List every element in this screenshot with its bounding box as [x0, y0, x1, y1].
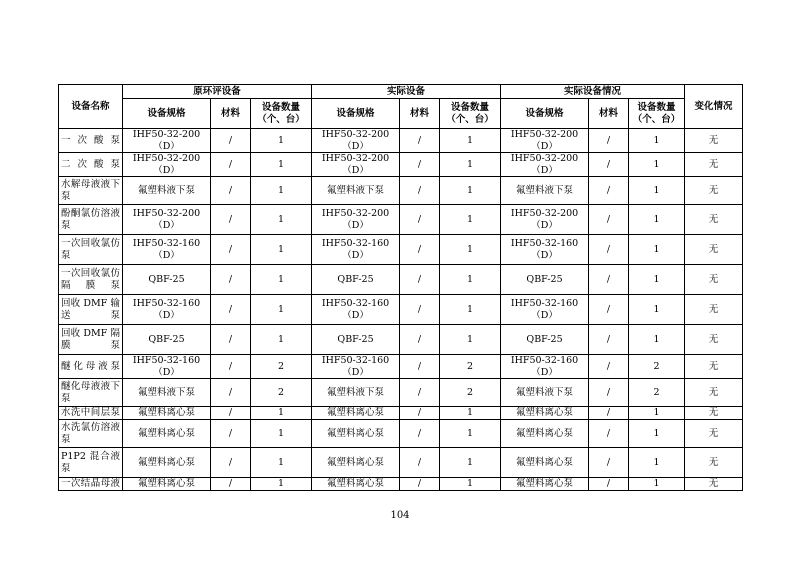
spec-cell: 氟塑料离心泵 — [501, 407, 589, 420]
spec-cell: 氟塑料离心泵 — [501, 478, 589, 491]
device-name-cell: 醚化母液液下泵 — [59, 379, 123, 407]
material-cell: / — [589, 265, 629, 295]
material-cell: / — [589, 379, 629, 407]
table-row — [59, 407, 743, 420]
device-name-cell: 水解母液液下泵 — [59, 177, 123, 205]
quantity-cell: 1 — [440, 295, 501, 325]
spec-cell: IHF50-32-160（D） — [312, 355, 400, 379]
device-name-cell: 一次回收氯仿泵 — [59, 235, 123, 265]
quantity-cell: 1 — [251, 478, 312, 491]
material-cell: / — [589, 153, 629, 177]
quantity-cell: 1 — [440, 235, 501, 265]
page-number: 104 — [390, 510, 410, 521]
material-cell: / — [211, 205, 251, 235]
change-cell: 无 — [685, 478, 743, 491]
quantity-cell: 1 — [629, 295, 685, 325]
device-name-cell: 一次回收氯仿隔膜泵 — [59, 265, 123, 295]
quantity-cell: 1 — [629, 153, 685, 177]
header-device-name: 设备名称 — [59, 85, 123, 129]
material-cell: / — [589, 205, 629, 235]
spec-cell: QBF-25 — [501, 325, 589, 355]
material-cell: / — [211, 235, 251, 265]
spec-cell: 氟塑料液下泵 — [501, 177, 589, 205]
table-row — [59, 448, 743, 478]
quantity-cell: 1 — [251, 153, 312, 177]
material-cell: / — [589, 355, 629, 379]
change-cell: 无 — [685, 448, 743, 478]
spec-cell: IHF50-32-160（D） — [123, 235, 211, 265]
change-cell: 无 — [685, 129, 743, 153]
spec-cell: QBF-25 — [123, 325, 211, 355]
table-row — [59, 295, 743, 325]
spec-cell: 氟塑料离心泵 — [501, 448, 589, 478]
spec-cell: IHF50-32-200（D） — [501, 205, 589, 235]
change-cell: 无 — [685, 407, 743, 420]
header-quantity: 设备数量（个、台） — [251, 99, 312, 129]
table-body — [59, 129, 743, 491]
material-cell: / — [589, 177, 629, 205]
table-row — [59, 129, 743, 153]
quantity-cell: 1 — [440, 153, 501, 177]
spec-cell: 氟塑料液下泵 — [123, 379, 211, 407]
material-cell: / — [400, 153, 440, 177]
material-cell: / — [400, 325, 440, 355]
quantity-cell: 1 — [629, 177, 685, 205]
spec-cell: QBF-25 — [501, 265, 589, 295]
material-cell: / — [589, 420, 629, 448]
quantity-cell: 2 — [251, 355, 312, 379]
quantity-cell: 2 — [629, 355, 685, 379]
device-name-cell: P1P2 混合液泵 — [59, 448, 123, 478]
device-name-cell: 醚化母液泵 — [59, 355, 123, 379]
quantity-cell: 1 — [440, 420, 501, 448]
change-cell: 无 — [685, 379, 743, 407]
material-cell: / — [211, 379, 251, 407]
quantity-cell: 1 — [440, 177, 501, 205]
quantity-cell: 1 — [251, 205, 312, 235]
header-group-actual: 实际设备 — [312, 85, 501, 99]
header-spec: 设备规格 — [123, 99, 211, 129]
material-cell: / — [400, 235, 440, 265]
spec-cell: 氟塑料离心泵 — [501, 420, 589, 448]
header-material: 材料 — [400, 99, 440, 129]
change-cell: 无 — [685, 355, 743, 379]
table-row — [59, 325, 743, 355]
material-cell: / — [211, 355, 251, 379]
spec-cell: IHF50-32-160（D） — [123, 295, 211, 325]
material-cell: / — [400, 265, 440, 295]
quantity-cell: 1 — [251, 407, 312, 420]
change-cell: 无 — [685, 153, 743, 177]
quantity-cell: 1 — [440, 325, 501, 355]
quantity-cell: 2 — [440, 379, 501, 407]
quantity-cell: 1 — [440, 129, 501, 153]
spec-cell: QBF-25 — [312, 325, 400, 355]
device-name-cell: 水洗氯仿溶液泵 — [59, 420, 123, 448]
spec-cell: 氟塑料液下泵 — [312, 177, 400, 205]
spec-cell: QBF-25 — [312, 265, 400, 295]
header-material: 材料 — [589, 99, 629, 129]
spec-cell: 氟塑料离心泵 — [312, 448, 400, 478]
spec-cell: QBF-25 — [123, 265, 211, 295]
table-row — [59, 265, 743, 295]
material-cell: / — [589, 325, 629, 355]
material-cell: / — [400, 355, 440, 379]
spec-cell: 氟塑料离心泵 — [123, 407, 211, 420]
quantity-cell: 2 — [629, 379, 685, 407]
spec-cell: IHF50-32-200（D） — [123, 153, 211, 177]
material-cell: / — [211, 177, 251, 205]
material-cell: / — [400, 205, 440, 235]
quantity-cell: 1 — [251, 235, 312, 265]
spec-cell: IHF50-32-200（D） — [312, 205, 400, 235]
table-header-sub-row — [59, 99, 743, 129]
spec-cell: IHF50-32-200（D） — [123, 205, 211, 235]
spec-cell: 氟塑料液下泵 — [501, 379, 589, 407]
spec-cell: 氟塑料离心泵 — [312, 478, 400, 491]
quantity-cell: 1 — [629, 448, 685, 478]
quantity-cell: 1 — [251, 265, 312, 295]
spec-cell: 氟塑料离心泵 — [123, 420, 211, 448]
material-cell: / — [211, 295, 251, 325]
quantity-cell: 1 — [440, 407, 501, 420]
material-cell: / — [589, 448, 629, 478]
spec-cell: 氟塑料离心泵 — [312, 420, 400, 448]
quantity-cell: 1 — [629, 325, 685, 355]
quantity-cell: 2 — [251, 379, 312, 407]
quantity-cell: 1 — [251, 177, 312, 205]
device-name-cell: 二次酸泵 — [59, 153, 123, 177]
change-cell: 无 — [685, 235, 743, 265]
spec-cell: 氟塑料液下泵 — [123, 177, 211, 205]
spec-cell: IHF50-32-200（D） — [501, 153, 589, 177]
quantity-cell: 1 — [629, 205, 685, 235]
quantity-cell: 1 — [440, 205, 501, 235]
quantity-cell: 2 — [440, 355, 501, 379]
table-row — [59, 355, 743, 379]
quantity-cell: 1 — [440, 265, 501, 295]
spec-cell: IHF50-32-200（D） — [123, 129, 211, 153]
material-cell: / — [400, 295, 440, 325]
header-spec: 设备规格 — [312, 99, 400, 129]
table-row — [59, 153, 743, 177]
header-quantity: 设备数量（个、台） — [629, 99, 685, 129]
header-spec: 设备规格 — [501, 99, 589, 129]
quantity-cell: 1 — [629, 478, 685, 491]
spec-cell: IHF50-32-160（D） — [501, 355, 589, 379]
table-header-group-row — [59, 85, 743, 99]
header-material: 材料 — [211, 99, 251, 129]
material-cell: / — [211, 265, 251, 295]
quantity-cell: 1 — [251, 325, 312, 355]
spec-cell: 氟塑料离心泵 — [123, 478, 211, 491]
material-cell: / — [211, 129, 251, 153]
table-row — [59, 420, 743, 448]
spec-cell: IHF50-32-160（D） — [123, 355, 211, 379]
table-row — [59, 235, 743, 265]
material-cell: / — [400, 177, 440, 205]
material-cell: / — [589, 235, 629, 265]
spec-cell: IHF50-32-160（D） — [501, 295, 589, 325]
material-cell: / — [211, 153, 251, 177]
spec-cell: IHF50-32-200（D） — [501, 129, 589, 153]
material-cell: / — [211, 407, 251, 420]
change-cell: 无 — [685, 205, 743, 235]
material-cell: / — [589, 478, 629, 491]
table-row — [59, 177, 743, 205]
device-name-cell: 回收 DMF 输送泵 — [59, 295, 123, 325]
change-cell: 无 — [685, 325, 743, 355]
quantity-cell: 1 — [251, 129, 312, 153]
device-name-cell: 一次酸泵 — [59, 129, 123, 153]
header-group-actual-status: 实际设备情况 — [501, 85, 685, 99]
material-cell: / — [400, 478, 440, 491]
quantity-cell: 1 — [251, 448, 312, 478]
table-row — [59, 205, 743, 235]
header-group-original: 原环评设备 — [123, 85, 312, 99]
change-cell: 无 — [685, 265, 743, 295]
spec-cell: IHF50-32-160（D） — [501, 235, 589, 265]
table-row — [59, 478, 743, 491]
device-name-cell: 回收 DMF 隔膜泵 — [59, 325, 123, 355]
change-cell: 无 — [685, 295, 743, 325]
header-change: 变化情况 — [685, 85, 743, 129]
material-cell: / — [589, 407, 629, 420]
spec-cell: IHF50-32-200（D） — [312, 153, 400, 177]
quantity-cell: 1 — [251, 295, 312, 325]
device-name-cell: 酚酮氯仿溶液泵 — [59, 205, 123, 235]
spec-cell: 氟塑料离心泵 — [312, 407, 400, 420]
change-cell: 无 — [685, 420, 743, 448]
quantity-cell: 1 — [629, 235, 685, 265]
material-cell: / — [211, 420, 251, 448]
material-cell: / — [400, 379, 440, 407]
material-cell: / — [211, 478, 251, 491]
material-cell: / — [211, 448, 251, 478]
material-cell: / — [400, 420, 440, 448]
spec-cell: 氟塑料液下泵 — [312, 379, 400, 407]
change-cell: 无 — [685, 177, 743, 205]
material-cell: / — [400, 129, 440, 153]
material-cell: / — [400, 407, 440, 420]
equipment-table — [58, 84, 743, 491]
quantity-cell: 1 — [440, 448, 501, 478]
material-cell: / — [589, 129, 629, 153]
quantity-cell: 1 — [629, 129, 685, 153]
spec-cell: IHF50-32-160（D） — [312, 295, 400, 325]
spec-cell: 氟塑料离心泵 — [123, 448, 211, 478]
quantity-cell: 1 — [629, 407, 685, 420]
material-cell: / — [400, 448, 440, 478]
header-quantity: 设备数量（个、台） — [440, 99, 501, 129]
quantity-cell: 1 — [629, 420, 685, 448]
material-cell: / — [589, 295, 629, 325]
quantity-cell: 1 — [251, 420, 312, 448]
quantity-cell: 1 — [629, 265, 685, 295]
quantity-cell: 1 — [440, 478, 501, 491]
spec-cell: IHF50-32-160（D） — [312, 235, 400, 265]
device-name-cell: 一次结晶母液 — [59, 478, 123, 491]
device-name-cell: 水洗中间层泵 — [59, 407, 123, 420]
spec-cell: IHF50-32-200（D） — [312, 129, 400, 153]
material-cell: / — [211, 325, 251, 355]
table-row — [59, 379, 743, 407]
